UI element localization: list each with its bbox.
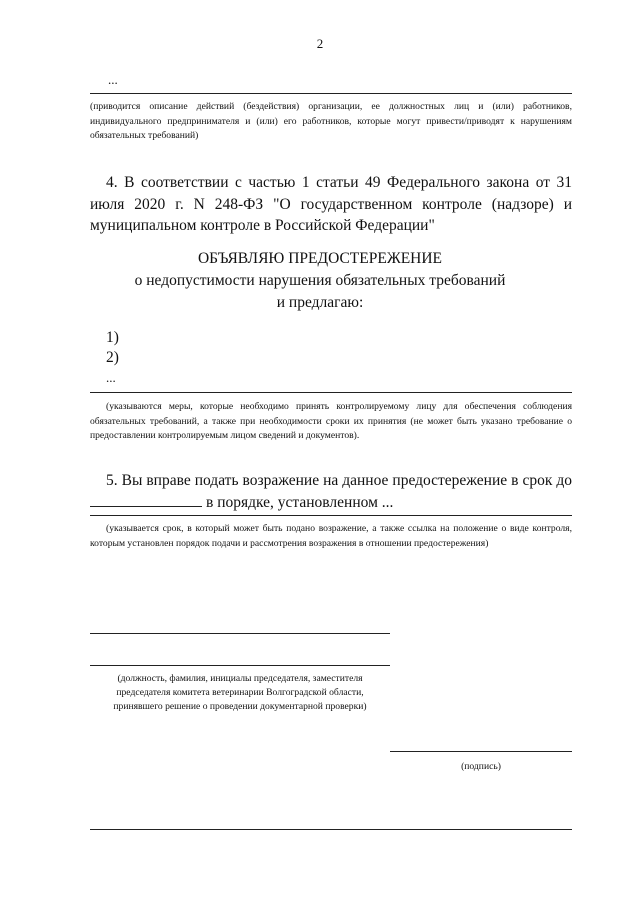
page-number: 2	[316, 36, 324, 51]
heading-propose: и предлагаю:	[276, 294, 364, 311]
signature-caption: (подпись)	[461, 761, 501, 772]
signer-position-line	[90, 633, 390, 634]
fill-line	[90, 93, 572, 94]
note-objection-deadline: (указывается срок, в который может быть подано возражение, а также ссылка на положение о виде контроля, которым установлен порядок подачи и рассмотрения возражения в отношении предостережения)	[90, 523, 572, 549]
list-item: ...	[106, 370, 116, 385]
note-actions-description: (приводится описание действий (бездействия) организации, ее должностных лиц и (или) работников, индивидуального предпринимателя и (или) его работников, которые могут привести/приводят к нарушениям обязательных требований)	[90, 101, 572, 141]
list-item: 1)	[106, 329, 119, 346]
fill-line	[90, 515, 572, 516]
fill-line	[90, 392, 572, 393]
heading-subtitle: о недопустимости нарушения обязательных требований	[134, 272, 506, 289]
note-measures: (указываются меры, которые необходимо принять контролируемому лицу для обеспечения соблюдения обязательных требований, а также при необходимости сроки их принятия (не может быть указано требование о предоставлении контролируемым лицом сведений и документов).	[90, 401, 572, 441]
paragraph-5-continuation	[90, 492, 572, 514]
signer-caption-line1: (должность, фамилия, инициалы председателя, заместителя	[117, 673, 363, 684]
signer-caption-line3: принявшего решение о проведении документарной проверки)	[113, 701, 367, 712]
paragraph-5-suffix: в порядке, установленном ...	[206, 494, 394, 511]
paragraph-4: 4. В соответствии с частью 1 статьи 49 Федерального закона от 31 июля 2020 г. N 248-ФЗ "О государственном контроле (надзоре) и муниципальном контроле в Российской Федерации"	[90, 174, 572, 234]
bottom-rule	[90, 829, 572, 830]
date-blank	[90, 493, 202, 507]
paragraph-5: 5. Вы вправе подать возражение на данное предостережение в срок до	[106, 472, 572, 489]
signature-line	[390, 751, 572, 752]
list-item: 2)	[106, 349, 119, 366]
signer-name-line	[90, 665, 390, 666]
signer-caption-line2: председателя комитета ветеринарии Волгоградской области,	[116, 687, 364, 698]
heading-announce: ОБЪЯВЛЯЮ ПРЕДОСТЕРЕЖЕНИЕ	[197, 250, 443, 267]
ellipsis-placeholder: ...	[108, 72, 118, 87]
